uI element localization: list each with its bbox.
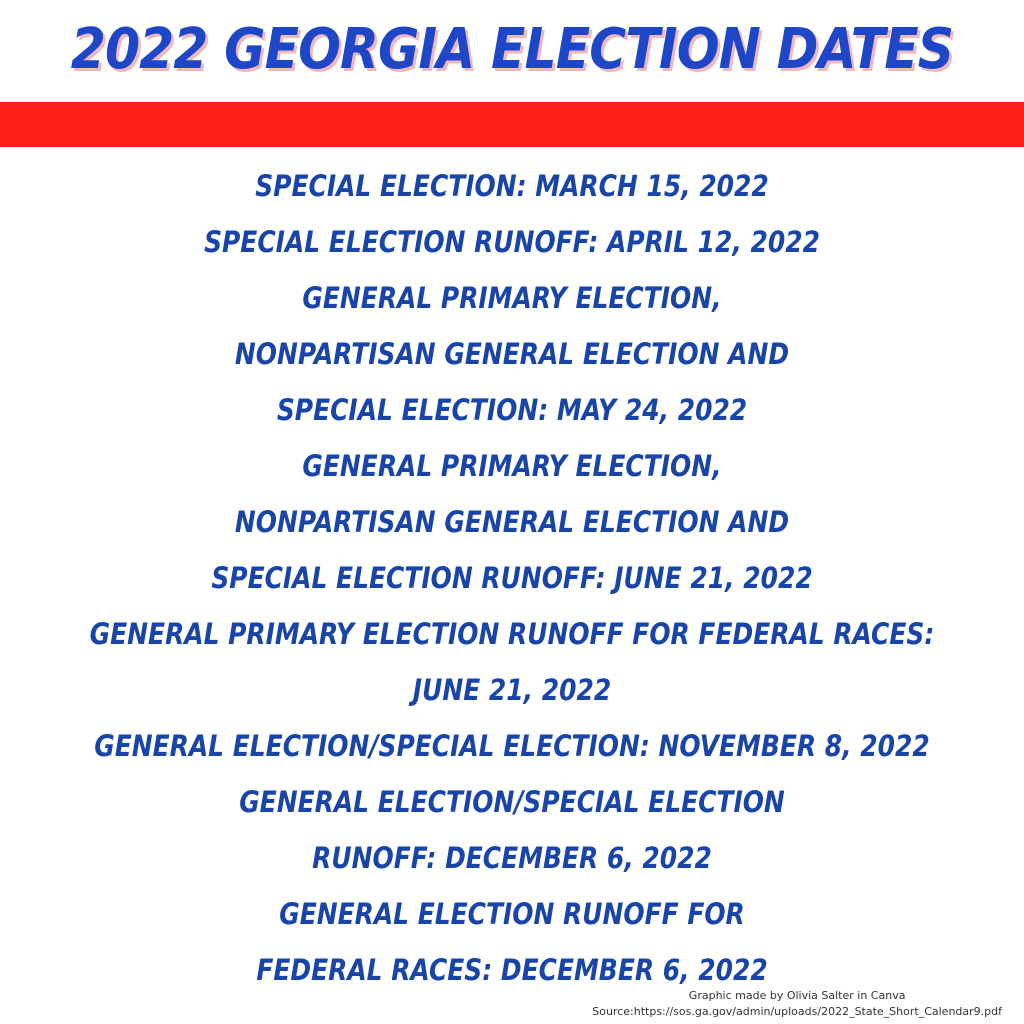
date-line: SPECIAL ELECTION: MARCH 15, 2022 [255,169,769,203]
credit-block [592,988,1002,1020]
date-line: GENERAL ELECTION/SPECIAL ELECTION: NOVEMBER 8, 2022 [94,729,930,763]
date-line: RUNOFF: DECEMBER 6, 2022 [312,841,712,875]
date-line: GENERAL ELECTION RUNOFF FOR [279,897,745,931]
credit-made-by: Graphic made by Olivia Salter in Canva [688,989,906,1002]
date-line: FEDERAL RACES: DECEMBER 6, 2022 [256,953,768,987]
date-line: JUNE 21, 2022 [412,673,612,707]
red-stripe-divider [0,102,1024,147]
date-line: GENERAL PRIMARY ELECTION, [302,449,722,483]
credit-source: Source:https://sos.ga.gov/admin/uploads/2022_State_Short_Calendar9.pdf [592,1005,1002,1018]
date-line: NONPARTISAN GENERAL ELECTION AND [234,337,790,371]
election-dates-list [0,158,1024,998]
date-line: SPECIAL ELECTION RUNOFF: APRIL 12, 2022 [204,225,820,259]
date-line: SPECIAL ELECTION RUNOFF: JUNE 21, 2022 [211,561,813,595]
date-line: GENERAL PRIMARY ELECTION, [302,281,722,315]
date-line: GENERAL ELECTION/SPECIAL ELECTION [239,785,785,819]
date-line: NONPARTISAN GENERAL ELECTION AND [234,505,790,539]
date-line: SPECIAL ELECTION: MAY 24, 2022 [276,393,748,427]
date-line: GENERAL PRIMARY ELECTION RUNOFF FOR FEDERAL RACES: [89,617,935,651]
page-title: 2022 GEORGIA ELECTION DATES [70,17,954,82]
